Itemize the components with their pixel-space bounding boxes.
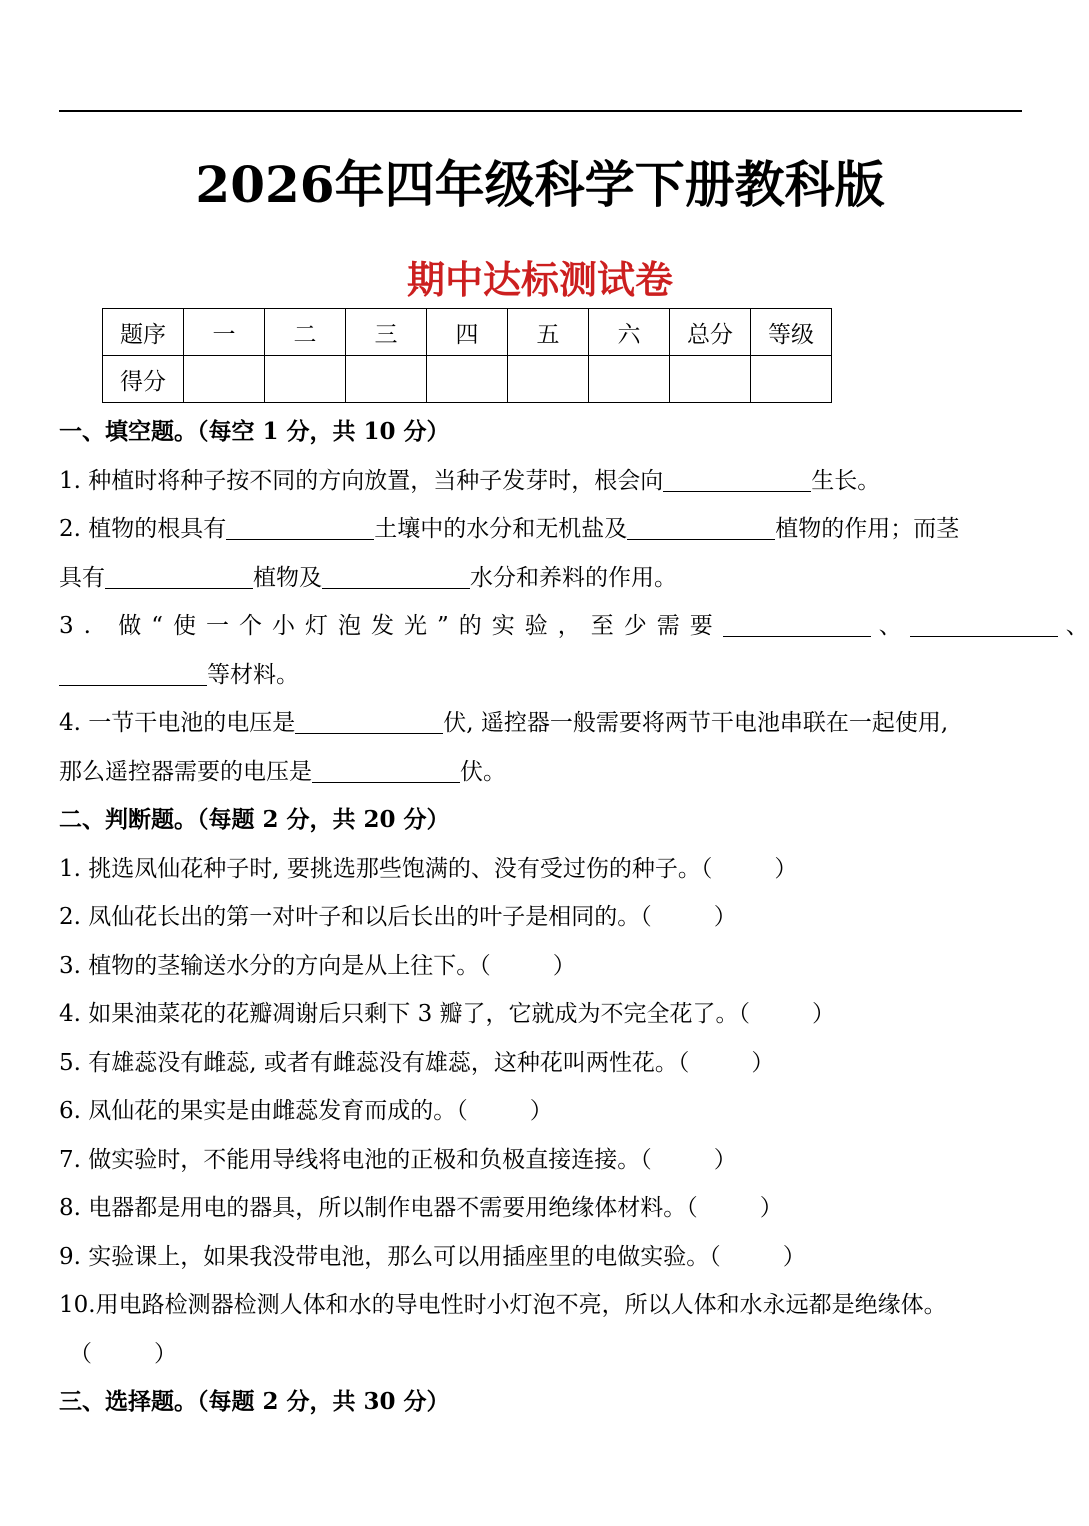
score-table-cell: 三 <box>346 309 427 356</box>
answer-blank[interactable] <box>226 509 374 540</box>
question-text: 7. 做实验时，不能用导线将电池的正极和负极直接连接。（ <box>59 1146 652 1173</box>
question-text: 9. 实验课上，如果我没带电池，那么可以用插座里的电做实验。（ <box>59 1243 721 1270</box>
score-input-cell[interactable] <box>508 356 589 403</box>
question-text: 生长。 <box>811 467 881 494</box>
close-paren: ） <box>713 1146 737 1173</box>
fill-question-1 <box>59 457 1022 506</box>
close-paren: ） <box>154 1340 177 1367</box>
question-text: 8. 电器都是用电的器具，所以制作电器不需要用绝缘体材料。（ <box>59 1195 698 1221</box>
question-text: 1. 挑选凤仙花种子时, 要挑选那些饱满的、没有受过伤的种子。（ <box>59 855 713 882</box>
question-text: 、 <box>878 613 902 639</box>
question-text: 植物的作用；而茎 <box>775 516 960 542</box>
judge-question <box>59 942 1022 991</box>
fill-question-4 <box>59 699 1022 748</box>
question-text: 等材料。 <box>207 661 299 688</box>
judge-question <box>59 1087 1022 1136</box>
fill-question-2-cont <box>59 554 1022 603</box>
score-input-cell[interactable] <box>184 356 265 403</box>
close-paren: ） <box>759 1195 783 1221</box>
question-text: 土壤中的水分和无机盐及 <box>374 516 628 542</box>
judge-question <box>59 1136 1022 1185</box>
question-text: 伏, 遥控器一般需要将两节干电池串联在一起使用, <box>443 710 949 736</box>
question-text: 、 <box>1065 613 1089 639</box>
score-input-cell[interactable] <box>346 356 427 403</box>
answer-blank[interactable] <box>723 606 871 637</box>
close-paren: ） <box>782 1243 806 1270</box>
question-text: 2. 植物的根具有 <box>59 516 227 542</box>
judge-question-10 <box>59 1281 1022 1330</box>
judge-question <box>59 893 1022 942</box>
score-input-cell[interactable] <box>751 356 832 403</box>
judge-question <box>59 1184 1022 1233</box>
close-paren: ） <box>812 1001 836 1027</box>
question-text: 6. 凤仙花的果实是由雌蕊发育而成的。（ <box>59 1098 468 1124</box>
question-text: 伏。 <box>460 758 506 785</box>
question-text: 那么遥控器需要的电压是 <box>59 758 312 785</box>
section3-heading: 三、选择题。（每题 2 分，共 30 分） <box>59 1388 450 1415</box>
judge-question <box>59 990 1022 1039</box>
close-paren: ） <box>713 904 737 930</box>
score-table-cell: 等级 <box>751 309 832 356</box>
close-paren: ） <box>774 855 798 882</box>
score-table-cell: 题序 <box>103 309 184 356</box>
question-text: 3. 植物的茎输送水分的方向是从上往下。（ <box>59 952 491 979</box>
exam-content <box>59 408 1089 1427</box>
close-paren: ） <box>751 1049 775 1076</box>
judge-question-10-paren <box>59 1330 1022 1379</box>
question-text: 3. 做“使一个小灯泡发光”的实验，至少需要 <box>59 613 723 639</box>
score-table <box>102 308 832 403</box>
question-text: 4. 如果油菜花的花瓣凋谢后只剩下 3 瓣了，它就成为不完全花了。（ <box>59 1001 751 1027</box>
score-table-cell: 二 <box>265 309 346 356</box>
answer-blank[interactable] <box>105 558 253 589</box>
score-table-score-row <box>103 356 832 403</box>
fill-question-2 <box>59 505 1022 554</box>
close-paren: ） <box>552 952 576 979</box>
judge-question <box>59 845 1022 894</box>
answer-blank[interactable] <box>59 655 207 686</box>
close-paren: ） <box>529 1098 553 1124</box>
score-input-cell[interactable] <box>589 356 670 403</box>
judge-question <box>59 1039 1022 1088</box>
score-input-cell[interactable] <box>265 356 346 403</box>
score-table-cell: 总分 <box>670 309 751 356</box>
open-paren: （ <box>69 1340 92 1367</box>
answer-blank[interactable] <box>312 752 460 783</box>
judge-question <box>59 1233 1022 1282</box>
score-table-header-row <box>103 309 832 356</box>
top-rule <box>59 110 1022 112</box>
answer-blank[interactable] <box>663 461 811 492</box>
question-text: 具有 <box>59 564 105 591</box>
answer-blank[interactable] <box>322 558 470 589</box>
score-table-cell: 四 <box>427 309 508 356</box>
section2-heading: 二、判断题。（每题 2 分，共 20 分） <box>59 806 450 833</box>
score-table-cell: 一 <box>184 309 265 356</box>
question-text: 4. 一节干电池的电压是 <box>59 710 296 736</box>
question-text: 10.用电路检测器检测人体和水的导电性时小灯泡不亮，所以人体和水永远都是绝缘体。 <box>59 1292 947 1318</box>
fill-question-3-cont <box>59 651 1022 700</box>
question-text: 5. 有雄蕊没有雌蕊, 或者有雌蕊没有雄蕊，这种花叫两性花。（ <box>59 1049 690 1076</box>
question-text: 1. 种植时将种子按不同的方向放置，当种子发芽时，根会向 <box>59 467 664 494</box>
question-text: 植物及 <box>253 564 322 591</box>
score-table-cell: 六 <box>589 309 670 356</box>
section1-heading: 一、填空题。（每空 1 分，共 10 分） <box>59 418 450 445</box>
question-text: 2. 凤仙花长出的第一对叶子和以后长出的叶子是相同的。（ <box>59 904 652 930</box>
page-subtitle: 期中达标测试卷 <box>406 257 673 302</box>
score-input-cell[interactable] <box>427 356 508 403</box>
question-text: 水分和养料的作用。 <box>470 564 677 591</box>
fill-question-3 <box>59 602 1089 651</box>
answer-blank[interactable] <box>627 509 775 540</box>
score-input-cell[interactable] <box>670 356 751 403</box>
page-title: 2026年四年级科学下册教科版 <box>195 155 885 214</box>
fill-question-4-cont <box>59 748 1022 797</box>
score-table-cell: 五 <box>508 309 589 356</box>
score-row-label: 得分 <box>103 356 184 403</box>
answer-blank[interactable] <box>295 703 443 734</box>
answer-blank[interactable] <box>910 606 1058 637</box>
